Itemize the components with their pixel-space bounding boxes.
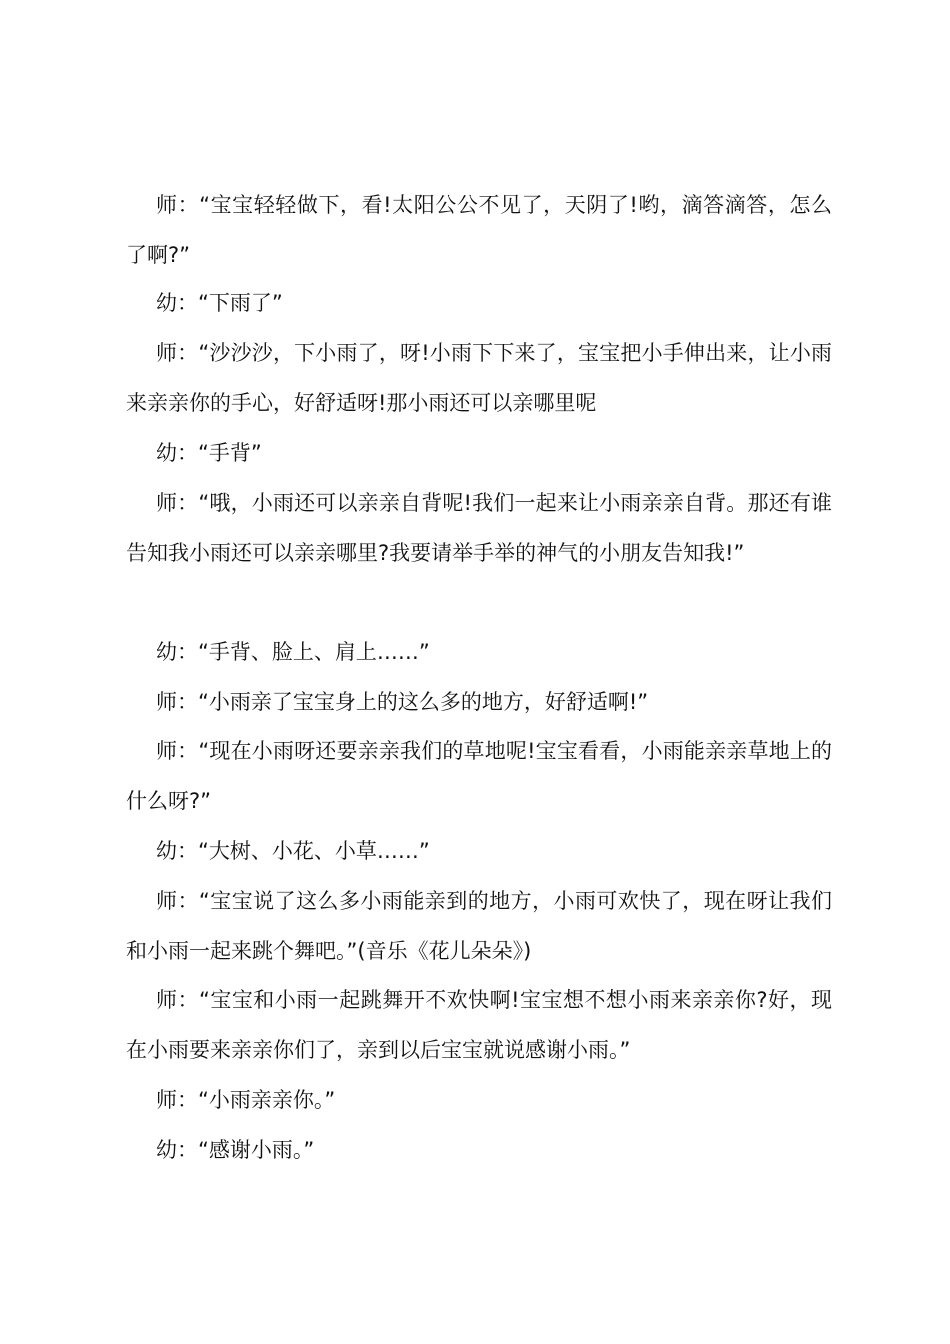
paragraph-teacher-4: 师：“小雨亲了宝宝身上的这么多的地方，好舒适啊!”: [156, 690, 649, 714]
paragraph-child-5: 幼：“感谢小雨。”: [156, 1138, 315, 1162]
paragraph-teacher-6: 师：“宝宝说了这么多小雨能亲到的地方，小雨可欢快了，现在呀让我们和小雨一起来跳个舞吧。”(音乐《花儿朵朵》): [126, 889, 832, 963]
paragraph-child-3: 幼：“手背、脸上、肩上……”: [156, 640, 430, 664]
paragraph-teacher-5: 师：“现在小雨呀还要亲亲我们的草地呢!宝宝看看，小雨能亲亲草地上的什么呀?”: [126, 739, 832, 813]
paragraph-child-2: 幼：“手背”: [156, 441, 262, 465]
paragraph-teacher-3: 师：“哦，小雨还可以亲亲自背呢!我们一起来让小雨亲亲自背。那还有谁告知我小雨还可以亲亲哪里?我要请举手举的神气的小朋友告知我!”: [126, 491, 832, 565]
paragraph-teacher-7: 师：“宝宝和小雨一起跳舞开不欢快啊!宝宝想不想小雨来亲亲你?好，现在小雨要来亲亲你们了，亲到以后宝宝就说感谢小雨。”: [126, 988, 832, 1062]
paragraph-teacher-1: 师：“宝宝轻轻做下，看!太阳公公不见了，天阴了!哟，滴答滴答，怎么了啊?”: [126, 193, 832, 267]
paragraph-child-1: 幼：“下雨了”: [156, 291, 283, 315]
paragraph-teacher-8: 师：“小雨亲亲你。”: [156, 1088, 336, 1112]
paragraph-teacher-2: 师：“沙沙沙，下小雨了，呀!小雨下下来了，宝宝把小手伸出来，让小雨来亲亲你的手心，好舒适呀!那小雨还可以亲哪里呢: [126, 341, 832, 415]
paragraph-child-4: 幼：“大树、小花、小草……”: [156, 839, 430, 863]
